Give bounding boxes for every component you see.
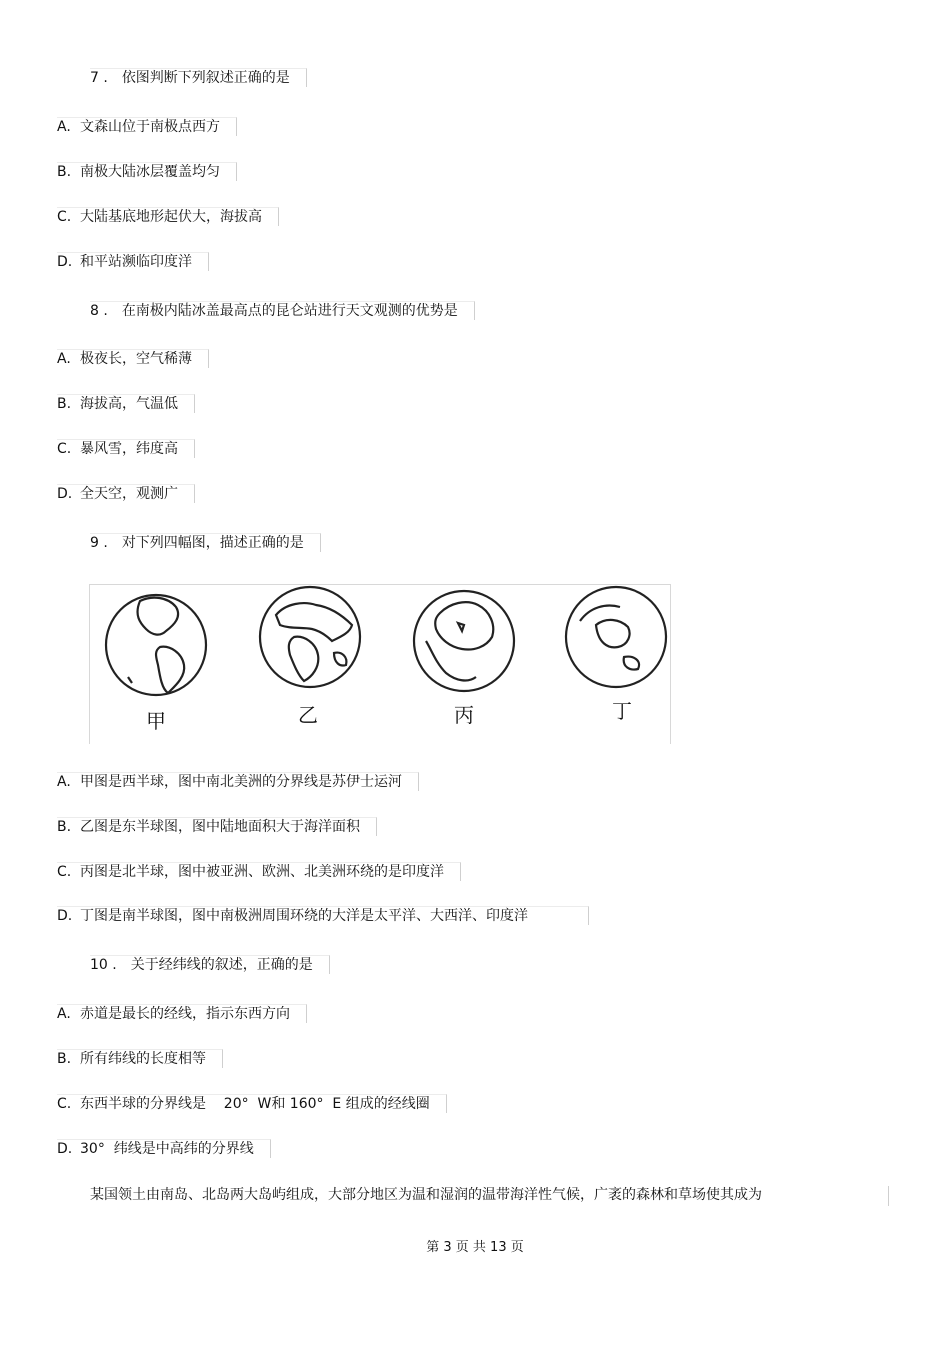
q7-option-a[interactable]: A. 文森山位于南极点西方	[57, 117, 237, 136]
q8-option-b[interactable]: B. 海拔高，气温低	[57, 394, 195, 413]
q7-option-d[interactable]: D. 和平站濒临印度洋	[57, 252, 209, 271]
question-number: 10 .	[90, 957, 117, 973]
q9-option-d[interactable]: D. 丁图是南半球图，图中南极洲周围环绕的大洋是太平洋、大西洋、印度洋	[57, 906, 589, 925]
page-footer: 第 3 页 共 13 页	[426, 1240, 524, 1255]
figure-label-jia: 甲	[146, 709, 166, 733]
q8-option-a[interactable]: A. 极夜长，空气稀薄	[57, 349, 209, 368]
globe-western-hemisphere	[106, 595, 206, 695]
q10-option-a[interactable]: A. 赤道是最长的经线，指示东西方向	[57, 1004, 307, 1023]
figure-label-yi: 乙	[298, 703, 318, 727]
q10-option-d[interactable]: D. 30° 纬线是中高纬的分界线	[57, 1139, 271, 1158]
q9-option-c[interactable]: C. 丙图是北半球，图中被亚洲、欧洲、北美洲环绕的是印度洋	[57, 862, 461, 881]
globes-illustration	[90, 585, 670, 744]
question-number: 7 .	[90, 70, 108, 86]
q10-option-c[interactable]: C. 东西半球的分界线是 20° W和 160° E 组成的经线圈	[57, 1094, 447, 1113]
hemisphere-figure	[89, 584, 671, 744]
q7-option-c[interactable]: C. 大陆基底地形起伏大，海拔高	[57, 207, 279, 226]
q8-option-c[interactable]: C. 暴风雪，纬度高	[57, 439, 195, 458]
globe-northern-hemisphere	[414, 591, 514, 691]
question-number: 9 .	[90, 535, 108, 551]
q7-option-b[interactable]: B. 南极大陆冰层覆盖均匀	[57, 162, 237, 181]
question-10-stem: 10 . 关于经纬线的叙述，正确的是	[90, 955, 330, 974]
question-7-stem: 7 . 依图判断下列叙述正确的是	[90, 68, 307, 87]
question-number: 8 .	[90, 303, 108, 319]
q9-option-b[interactable]: B. 乙图是东半球图，图中陆地面积大于海洋面积	[57, 817, 377, 836]
q10-option-b[interactable]: B. 所有纬线的长度相等	[57, 1049, 223, 1068]
question-8-stem: 8 . 在南极内陆冰盖最高点的昆仑站进行天文观测的优势是	[90, 301, 475, 320]
globe-southern-hemisphere	[566, 587, 666, 687]
globe-eastern-hemisphere	[260, 587, 360, 687]
figure-label-bing: 丙	[454, 703, 474, 727]
question-9-stem: 9 . 对下列四幅图，描述正确的是	[90, 533, 321, 552]
q9-option-a[interactable]: A. 甲图是西半球，图中南北美洲的分界线是苏伊士运河	[57, 772, 419, 791]
q8-option-d[interactable]: D. 全天空，观测广	[57, 484, 195, 503]
figure-label-ding: 丁	[612, 699, 632, 723]
reading-passage: 某国领土由南岛、北岛两大岛屿组成，大部分地区为温和湿润的温带海洋性气候，广袤的森林和草场使其成为	[90, 1186, 889, 1206]
